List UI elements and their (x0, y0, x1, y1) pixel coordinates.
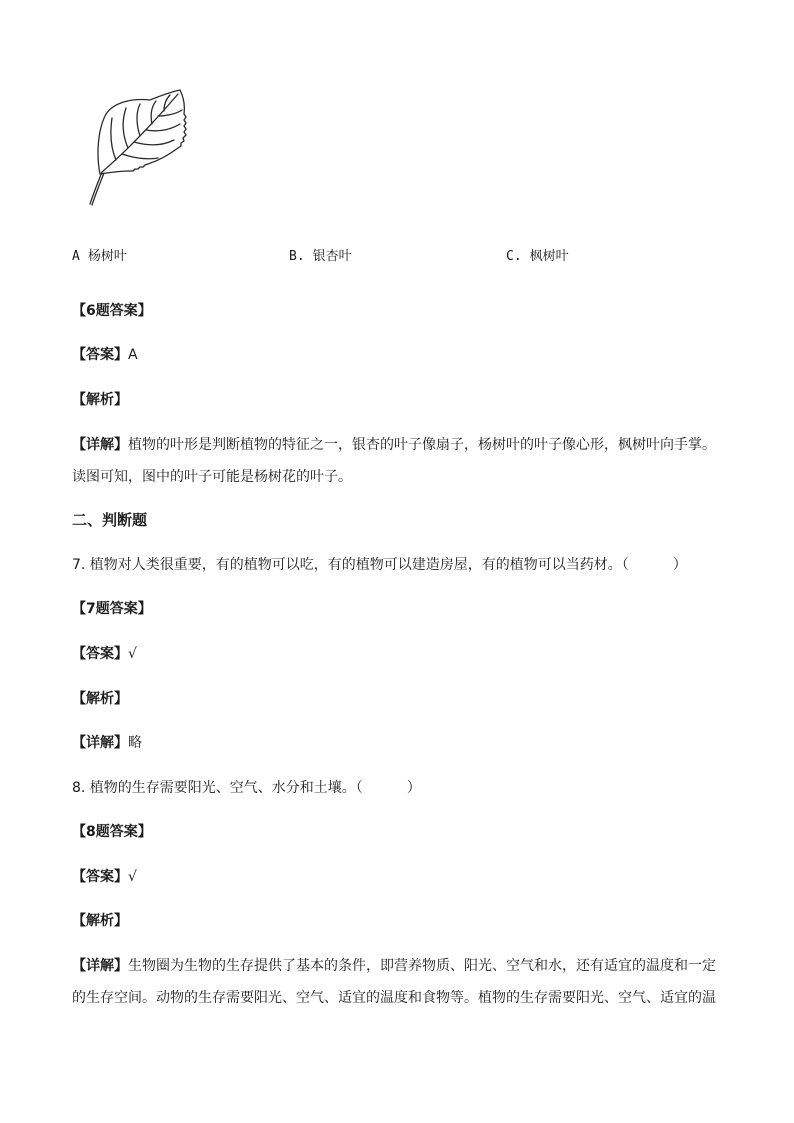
q8-detail-line1 (72, 957, 716, 975)
q7-question (72, 556, 687, 574)
q8-detail-label: 【详解】 (72, 958, 128, 974)
q7-detail-text: 略 (128, 735, 142, 751)
option-c-letter: C. (506, 249, 522, 264)
q7-detail (72, 734, 142, 752)
option-a-text: 杨树叶 (87, 249, 127, 264)
q8-detail-line2: 的生存空间。动物的生存需要阳光、空气、适宜的温度和食物等。植物的生存需要阳光、空气、适宜的温 (72, 990, 716, 1006)
q8-question-text: 8. 植物的生存需要阳光、空气、水分和土壤。（ (72, 780, 363, 796)
option-c-text: 枫树叶 (529, 249, 569, 264)
q6-detail-text-1: 植物的叶形是判断植物的特征之一，银杏的叶子像扇子，杨树叶的叶子像心形，枫树叶向手掌。 (128, 437, 716, 453)
option-a-letter: A (72, 249, 80, 264)
q7-answer-header: 【7题答案】 (72, 601, 152, 617)
q7-question-text: 7. 植物对人类很重要，有的植物可以吃，有的植物可以建造房屋，有的植物可以当药材。（ (72, 557, 629, 573)
q8-answer-value: √ (128, 869, 137, 885)
q8-answer-header: 【8题答案】 (72, 824, 152, 840)
q8-detail-text-1: 生物圈为生物的生存提供了基本的条件，即营养物质、阳光、空气和水，还有适宜的温度和一定 (128, 958, 716, 974)
q8-question-close: ） (406, 780, 421, 796)
section-title: 二、判断题 (72, 511, 148, 529)
q8-question (72, 779, 421, 797)
q7-answer (72, 645, 137, 663)
q8-answer (72, 868, 137, 886)
q6-answer-value: A (128, 347, 138, 363)
q7-answer-label: 【答案】 (72, 646, 128, 662)
q6-answer-label: 【答案】 (72, 347, 128, 363)
q6-analysis-label: 【解析】 (72, 392, 128, 408)
q6-detail-line1 (72, 436, 716, 454)
option-c (506, 248, 569, 266)
q7-analysis-label: 【解析】 (72, 691, 128, 707)
q6-answer (72, 346, 138, 364)
q6-answer-header: 【6题答案】 (72, 303, 152, 319)
option-b (289, 248, 352, 266)
q8-answer-label: 【答案】 (72, 869, 128, 885)
option-a (72, 248, 127, 266)
q6-detail-label: 【详解】 (72, 437, 128, 453)
q6-detail-line2: 读图可知，图中的叶子可能是杨树花的叶子。 (72, 469, 352, 485)
option-b-letter: B. (289, 249, 305, 264)
q7-question-close: ） (672, 557, 687, 573)
poplar-leaf-illustration (88, 84, 192, 208)
option-b-text: 银杏叶 (312, 249, 352, 264)
q8-analysis-label: 【解析】 (72, 913, 128, 929)
q7-detail-label: 【详解】 (72, 735, 128, 751)
q7-answer-value: √ (128, 646, 137, 662)
